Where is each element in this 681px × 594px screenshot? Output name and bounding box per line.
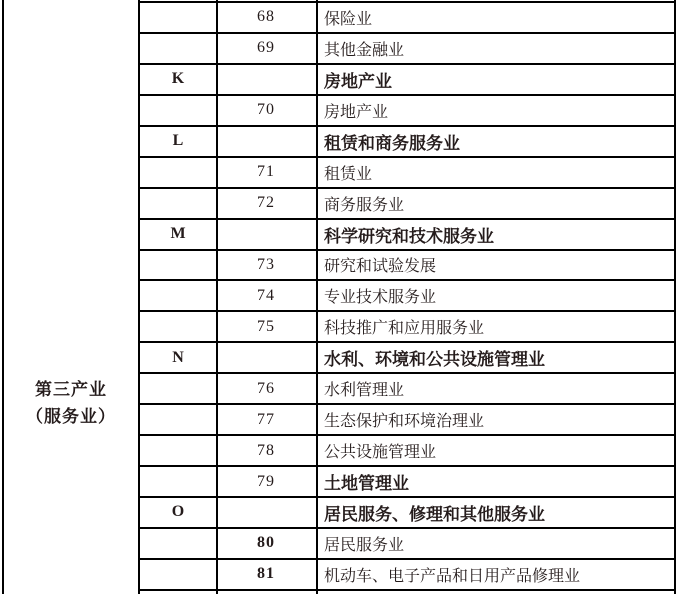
industry-name-cell: 居民服务业	[324, 536, 405, 554]
table-row	[140, 436, 676, 467]
industry-code-cell: 75	[257, 317, 275, 335]
table-row	[140, 374, 676, 405]
category-letter-cell	[140, 96, 216, 125]
industry-name-cell: 生态保护和环境治理业	[324, 413, 485, 431]
section-label-line1: 第三产业	[35, 380, 107, 399]
table-row	[140, 560, 676, 591]
table-row	[140, 65, 676, 96]
industry-name-cell: 水利、环境和公共设施管理业	[324, 350, 545, 370]
table-row	[140, 467, 676, 498]
table-row	[140, 343, 676, 374]
industry-name-cell: 保险业	[324, 10, 373, 28]
industry-name-cell: 居民服务、修理和其他服务业	[324, 504, 545, 524]
category-letter-cell: N	[172, 348, 184, 366]
industry-name-cell: 房地产业	[324, 103, 389, 121]
section-label-line2: （服务业）	[26, 407, 116, 426]
category-letter-cell	[140, 436, 216, 465]
table-rows	[140, 1, 676, 591]
industry-code-cell	[216, 127, 316, 156]
industry-code-cell: 77	[257, 410, 275, 428]
table-row	[140, 96, 676, 127]
category-letter-cell: L	[172, 132, 184, 150]
table-row	[140, 220, 676, 251]
industry-code-cell: 69	[257, 39, 275, 57]
industry-code-cell: 73	[257, 255, 275, 273]
industry-code-cell: 70	[257, 101, 275, 119]
table-row	[140, 34, 676, 65]
industry-name-cell: 租赁业	[324, 165, 373, 183]
industry-name-cell: 土地管理业	[324, 474, 409, 494]
industry-code-cell	[216, 498, 316, 527]
industry-code-cell	[216, 343, 316, 372]
industry-name-cell: 其他金融业	[324, 41, 405, 59]
category-letter-cell: M	[170, 225, 186, 243]
industry-name-cell: 商务服务业	[324, 196, 405, 214]
industry-name-cell: 公共设施管理业	[324, 444, 437, 462]
table-row	[140, 158, 676, 189]
table-row	[140, 189, 676, 220]
category-letter-cell	[140, 529, 216, 558]
category-letter-cell: K	[171, 70, 185, 88]
category-letter-cell	[140, 467, 216, 496]
category-letter-cell	[140, 189, 216, 218]
industry-name-cell: 科技推广和应用服务业	[324, 320, 485, 338]
category-letter-cell	[140, 281, 216, 310]
table-row	[140, 405, 676, 436]
industry-code-cell: 80	[257, 534, 275, 552]
industry-code-cell: 76	[257, 379, 275, 397]
category-letter-cell: O	[171, 503, 185, 521]
category-letter-cell	[140, 3, 216, 32]
industry-code-cell: 78	[257, 441, 275, 459]
category-letter-cell	[140, 34, 216, 63]
industry-name-cell: 水利管理业	[324, 382, 405, 400]
category-letter-cell	[140, 251, 216, 280]
industry-name-cell: 专业技术服务业	[324, 289, 437, 307]
table-row	[140, 251, 676, 282]
industry-code-cell: 79	[257, 472, 275, 490]
table-row	[140, 3, 676, 34]
category-letter-cell	[140, 312, 216, 341]
industry-code-cell	[216, 220, 316, 249]
category-letter-cell	[140, 560, 216, 589]
industry-name-cell: 房地产业	[324, 71, 392, 91]
industry-name-cell: 科学研究和技术服务业	[324, 226, 494, 246]
industry-name-cell: 研究和试验发展	[324, 258, 437, 276]
industry-name-cell: 机动车、电子产品和日用产品修理业	[324, 567, 581, 585]
table-left-border	[2, 0, 4, 594]
table-row	[140, 281, 676, 312]
industry-code-cell: 74	[257, 286, 275, 304]
table-row	[140, 127, 676, 158]
category-letter-cell	[140, 405, 216, 434]
industry-code-cell	[216, 65, 316, 94]
table-row	[140, 529, 676, 560]
industry-code-cell: 71	[257, 163, 275, 181]
industry-code-cell: 72	[257, 194, 275, 212]
industry-name-cell: 租赁和商务服务业	[324, 133, 460, 153]
table-row	[140, 312, 676, 343]
industry-code-cell: 68	[257, 8, 275, 26]
section-label	[4, 376, 138, 430]
table-row	[140, 498, 676, 529]
industry-code-cell: 81	[257, 565, 275, 583]
category-letter-cell	[140, 158, 216, 187]
category-letter-cell	[140, 374, 216, 403]
